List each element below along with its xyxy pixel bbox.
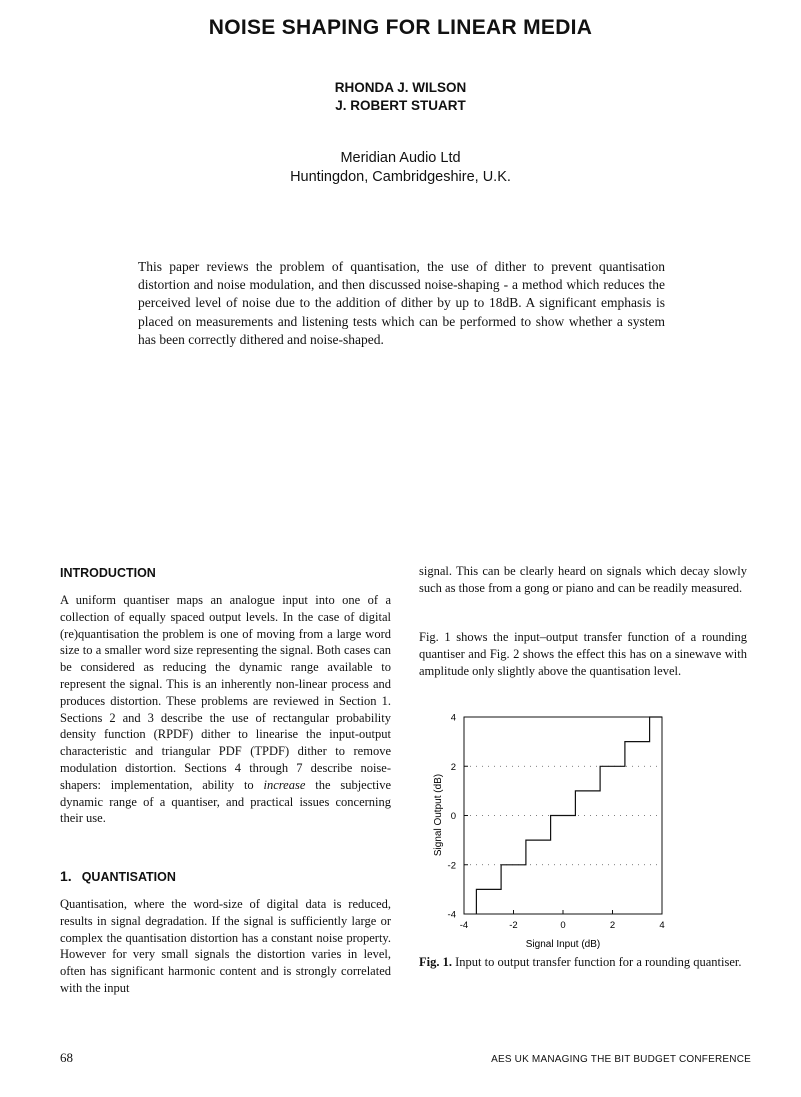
paragraph: Fig. 1 shows the input–output transfer function of a rounding quantiser and Fig. 2 shows the effect this has on a sinewave with amplitude only slightly above the quantisation level. <box>419 630 747 678</box>
y-tick-label: 4 <box>450 712 456 724</box>
x-axis-ticks <box>460 910 665 931</box>
section-heading-text: INTRODUCTION <box>60 566 156 580</box>
y-tick-label: 0 <box>450 811 456 822</box>
x-tick-label: 0 <box>560 920 566 931</box>
x-tick-label: 4 <box>659 920 665 931</box>
x-axis-label: Signal Input (dB) <box>525 939 601 950</box>
y-tick-label: 2 <box>450 761 456 773</box>
author-name: RHONDA J. WILSON <box>334 80 467 95</box>
paragraph: Quantisation, where the word-size of digital data is reduced, results in signal degradation. If the signal is sufficiently large or complex the quantisation distortion has a constant noise property. However for very small signals the distortion varies in level, often has significant harmonic content and is strongly correlated with the input <box>60 897 391 995</box>
affiliation-line: Huntingdon, Cambridgeshire, U.K. <box>290 169 511 185</box>
abstract: This paper reviews the problem of quantisation, the use of dither to prevent quantisation distortion and noise modulation, and then discussed noise-shaping - a method which reduces the perceived level of noise due to the addition of dither by up to 18dB. A significant emphasis is placed on measurements and listening tests which can be performed to show whether a system has been correctly dithered and noise-shaped. <box>138 259 665 347</box>
y-tick-label: -4 <box>447 909 456 921</box>
section-number: 1. <box>60 868 72 884</box>
transfer-function-line <box>476 717 662 914</box>
affiliation-line: Meridian Audio Ltd <box>340 150 461 166</box>
section-heading-text: QUANTISATION <box>81 870 176 884</box>
x-tick-label: 2 <box>609 920 616 931</box>
paragraph: signal. This can be clearly heard on signals which decay slowly such as those from a gong or piano and can be readily measured. <box>419 564 747 595</box>
figure-caption <box>419 954 747 971</box>
page-number: 68 <box>60 1050 73 1065</box>
x-tick-label: -2 <box>509 920 518 931</box>
intro-text-part: A uniform quantiser maps an analogue input into one of a collection of equally spaced output levels. In the case of digital (re)quantisation the problem is one of moving from a large word size to a smaller word size representing the signal. Both cases can be considered as reducing the dynamic range available to represent the signal. This is an inherently non-linear process and produces distortion. These problems are reviewed in Section 1. Sections 2 and 3 describe the use of rectangular probability density function (RPDF) dither to linearise the input-output characteristic and triangular PDF (TPDF) dither to remove modulation distortion. Sections 4 through 7 describe noise-shapers: implementation, ability to <box>60 593 391 792</box>
y-axis-ticks <box>448 713 468 921</box>
x-tick-label: -4 <box>459 920 469 931</box>
running-footer: AES UK MANAGING THE BIT BUDGET CONFERENCE <box>491 1054 751 1065</box>
y-tick-label: -2 <box>447 860 456 872</box>
figure-caption-text: Input to output transfer function for a rounding quantiser. <box>451 955 742 969</box>
author-name: J. ROBERT STUART <box>335 98 466 113</box>
figure-label: Fig. 1. <box>419 955 452 969</box>
y-axis-label: Signal Output (dB) <box>433 773 444 857</box>
intro-text-part: the subjective dynamic range of a quantiser, and practical issues concerning their use. <box>60 777 392 826</box>
intro-emphasis: increase <box>263 777 306 792</box>
paper-title: NOISE SHAPING FOR LINEAR MEDIA <box>208 16 593 39</box>
